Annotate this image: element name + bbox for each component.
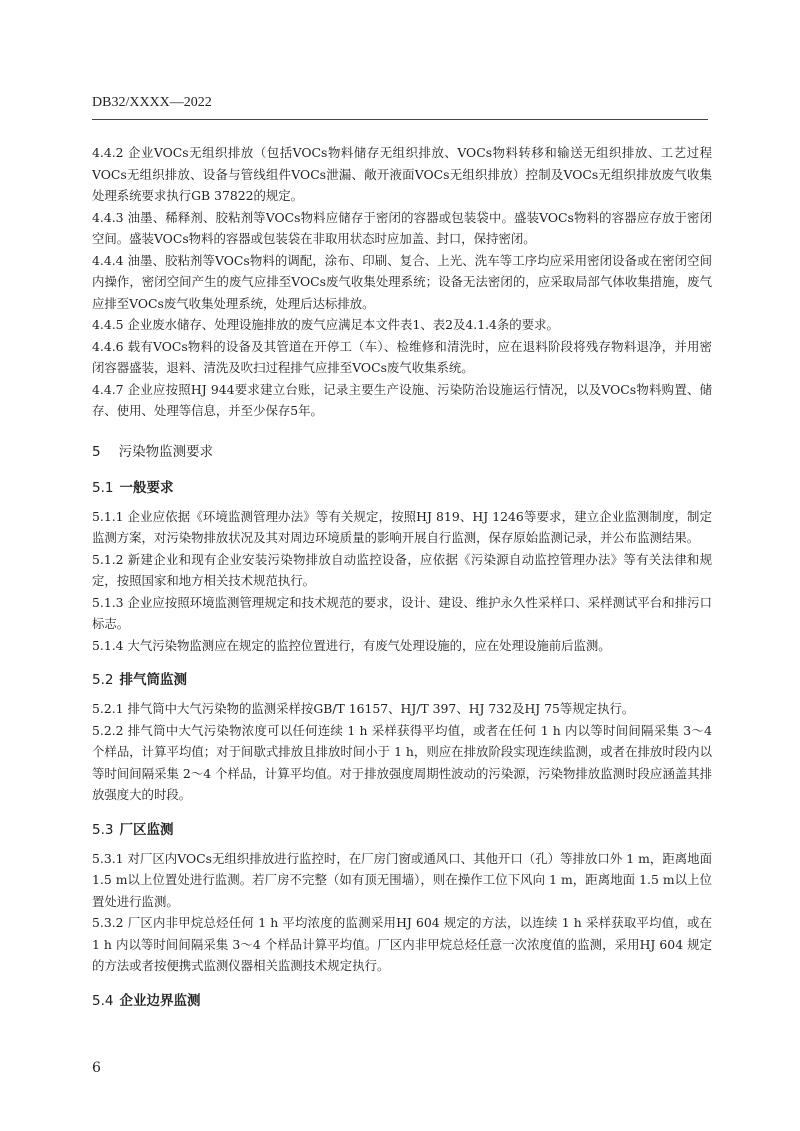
clause-4-4-7: 4.4.7 企业应按照HJ 944要求建立台账，记录主要生产设施、污染防治设施运行情况，以及VOCs物料购置、储存、使用、处理等信息，并至少保存5年。 [92,381,712,418]
section-number: 5.2 [92,672,114,688]
section-5-1-heading [92,476,712,496]
clause-4-4-5: 4.4.5 企业废水储存、处理设施排放的废气应满足本文件表1、表2及4.1.4条的要求。 [92,317,559,332]
document-body [92,142,712,1019]
section-5-2-heading [92,668,712,688]
header-divider [92,119,708,120]
clause-5-3-2: 5.3.2 厂区内非甲烷总烃任何 1 h 平均浓度的监测采用HJ 604 规定的方法，以连续 1 h 采样获取平均值，或在 1 h 内以等时间间隔采集 3～4 个样品计算平均值。厂区内非甲烷总烃任意一次浓度值的监测，采用HJ 604 规定的方法或者按便携式监测仪器相关监测技术规定执行。 [92,915,712,973]
page-number: 6 [92,1060,101,1076]
section-5-3-heading [92,818,712,838]
section-number: 5.1 [92,479,114,496]
section-5-4-heading [92,989,712,1009]
document-code: DB32/XXXX—2022 [92,95,212,110]
section-title: 厂区监测 [119,821,174,838]
section-number: 5.3 [92,821,114,838]
clause-5-2-1: 5.2.1 排气筒中大气污染物的监测采样按GB/T 16157、HJ/T 397、HJ 732及HJ 75等规定执行。 [92,701,635,716]
clause-5-1-3: 5.1.3 企业应按照环境监测管理规定和技术规范的要求，设计、建设、维护永久性采样口、采样测试平台和排污口标志。 [92,594,712,631]
section-title: 一般要求 [119,479,174,496]
clause-4-4-4: 4.4.4 油墨、胶粘剂等VOCs物料的调配，涂布、印刷、复合、上光、洗车等工序均应采用密闭设备或在密闭空间内操作，密闭空间产生的废气应排至VOCs废气收集处理系统；设备无法密闭的，应采取局部气体收集措施，废气应排至VOCs废气收集处理系统，处理后达标排放。 [92,252,712,311]
section-number: 5.4 [92,992,114,1009]
clause-5-3-1: 5.3.1 对厂区内VOCs无组织排放进行监控时，在厂房门窗或通风口、其他开口（孔）等排放口外 1 m，距离地面 1.5 m以上位置处进行监测。若厂房不完整（如有顶无围墙），则在操作工位下风向 1 m，距离地面 1.5 m以上位置处进行监测。 [92,850,712,909]
section-title: 污染物监测要求 [118,443,214,460]
section-5-heading [92,440,712,460]
section-title: 企业边界监测 [119,992,201,1009]
clause-5-2-2: 5.2.2 排气筒中大气污染物浓度可以任何连续 1 h 采样获得平均值，或者在任何 1 h 内以等时间间隔采集 3～4 个样品，计算平均值；对于间歇式排放且排放时间小于 1 h，则应在排放阶段实现连续监测，或者在排放时段内以等时间间隔采集 2～4 个样品，计算平均值。对于排放强度周期性波动的污染源，污染物排放监测时段应涵盖其排放强度大的时段。 [92,722,712,802]
clause-5-1-4: 5.1.4 大气污染物监测应在规定的监控位置进行，有废气处理设施的，应在处理设施前后监测。 [92,637,611,653]
clause-4-4-6: 4.4.6 载有VOCs物料的设备及其管道在开停工（车）、检维修和清洗时，应在退料阶段将残存物料退净，并用密闭容器盛装，退料、清洗及吹扫过程排气应排至VOCs废气收集系统。 [92,338,712,375]
section-title: 排气筒监测 [119,672,187,688]
clause-5-1-1: 5.1.1 企业应依据《环境监测管理办法》等有关规定，按照HJ 819、HJ 1246等要求，建立企业监测制度，制定监测方案，对污染物排放状况及其对周边环境质量的影响开展自行监测，保存原始监测记录，并公布监测结果。 [92,508,712,545]
clause-4-4-3: 4.4.3 油墨、稀释剂、胶粘剂等VOCs物料应储存于密闭的容器或包装袋中。盛装VOCs物料的容器应存放于密闭空间。盛装VOCs物料的容器或包装袋在非取用状态时应加盖、封口，保持密闭。 [92,209,712,246]
clause-4-4-2: 4.4.2 企业VOCs无组织排放（包括VOCs物料储存无组织排放、VOCs物料转移和输送无组织排放、工艺过程VOCs无组织排放、设备与管线组件VOCs泄漏、敞开液面VOCs无组织排放）控制及VOCs无组织排放废气收集处理系统要求执行GB 37822的规定。 [92,145,712,203]
clause-5-1-2: 5.1.2 新建企业和现有企业安装污染物排放自动监控设备，应依据《污染源自动监控管理办法》等有关法律和规定，按照国家和地方相关技术规范执行。 [92,551,712,588]
section-number: 5 [92,443,101,460]
